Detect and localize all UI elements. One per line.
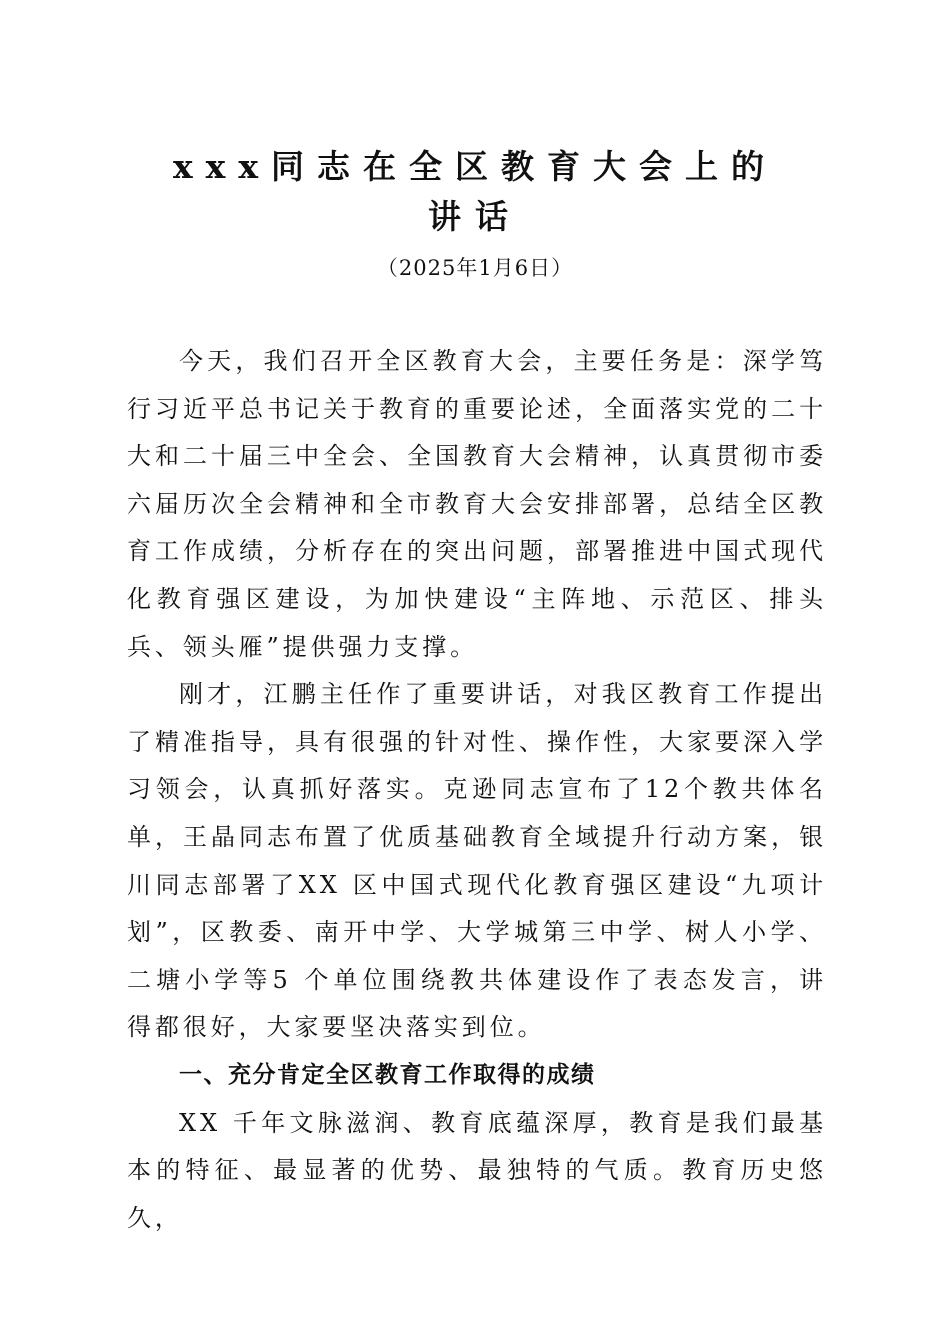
paragraph-intro: 今天，我们召开全区教育大会，主要任务是：深学笃行习近平总书记关于教育的重要论述，全面落实党的二十大和二十届三中全会、全国教育大会精神，认真贯彻市委六届历次全会精神和全市教育大会安排部署，总结全区教育工作成绩，分析存在的突出问题，部署推进中国式现代化教育强区建设，为加快建设“主阵地、示范区、排头兵、领头雁”提供强力支撑。 xyxy=(127,347,827,661)
document-body xyxy=(127,338,827,1242)
paragraph-section-one: XX 千年文脉滋润、教育底蕴深厚，教育是我们最基本的特征、最显著的优势、最独特的气质。教育历史悠久， xyxy=(127,1108,827,1232)
title-line-1: xxx同志在全区教育大会上的 xyxy=(172,147,778,186)
document-title xyxy=(0,142,950,242)
title-line-2: 讲话 xyxy=(428,197,522,236)
document-date: （2025年1月6日） xyxy=(376,256,574,280)
section-heading: 一、充分肯定全区教育工作取得的成绩 xyxy=(179,1061,596,1088)
paragraph-speeches: 刚才，江鹏主任作了重要讲话，对我区教育工作提出了精准指导，具有很强的针对性、操作性，大家要深入学习领会，认真抓好落实。克逊同志宣布了12个教共体名单，王晶同志布置了优质基础教育全域提升行动方案，银川同志部署了XX 区中国式现代化教育强区建设“九项计划”，区教委、南开中学、大学城第三中学、树人小学、二塘小学等5 个单位围绕教共体建设作了表态发言，讲得都很好，大家要坚决落实到位。 xyxy=(127,680,827,1042)
